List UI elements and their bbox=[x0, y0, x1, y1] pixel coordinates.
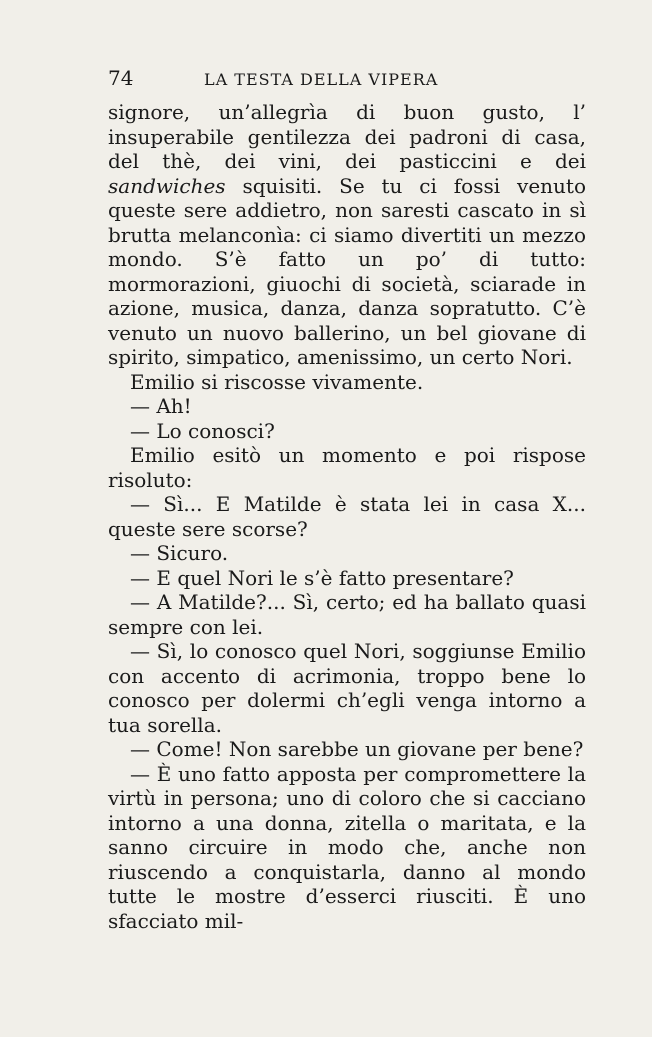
italic-word: sandwiches bbox=[108, 173, 226, 198]
dialogue-line: — A Matilde?... Sì, certo; ed ha ballato quasi sempre con lei. bbox=[108, 590, 586, 639]
paragraph: Emilio si riscosse vivamente. bbox=[130, 369, 424, 394]
page-header bbox=[108, 66, 586, 90]
paragraph: Emilio esitò un momento e poi rispose risoluto: bbox=[108, 443, 586, 492]
dialogue-line: — Come! Non sarebbe un giovane per bene? bbox=[130, 737, 584, 761]
paragraph: signore, un’allegrìa di buon gusto, l’ insuperabile gentilezza dei padroni di casa, del thè, dei vini, dei pasticcini e dei sandwiches squisiti. Se tu ci fossi venuto queste sere addietro, non saresti cascato in sì brutta melanconìa: ci siamo divertiti un mezzo mondo. S’è fatto un po’ di tutto: mormorazioni, giuochi di società, sciarade in azione, musica, danza, danza sopratutto. C’è venuto un nuovo ballerino, un bel giovane di spirito, simpatico, amenissimo, un certo Nori. bbox=[108, 100, 586, 369]
dialogue-line: — E quel Nori le s’è fatto presentare? bbox=[130, 565, 514, 590]
running-title: LA TESTA DELLA VIPERA bbox=[204, 70, 439, 89]
dialogue-line: — Sì... E Matilde è stata lei in casa X... queste sere scorse? bbox=[108, 492, 586, 541]
dialogue-line: — Sicuro. bbox=[130, 541, 229, 565]
dialogue-line: — Ah! bbox=[130, 394, 192, 418]
page-number: 74 bbox=[108, 66, 134, 90]
dialogue-line: — Sì, lo conosco quel Nori, soggiunse Emilio con accento di acrimonia, troppo bene lo conosco per dolermi ch’egli venga intorno a tua sorella. bbox=[108, 639, 586, 737]
body-text bbox=[108, 100, 586, 933]
dialogue-line: — Lo conosci? bbox=[130, 418, 275, 443]
dialogue-line: — È uno fatto apposta per compromettere la virtù in persona; uno di coloro che si cacciano intorno a una donna, zitella o maritata, e la sanno circuire in modo che, anche non riuscendo a conquistarla, danno al mondo tutte le mostre d’esserci riusciti. È uno sfacciato mil- bbox=[108, 761, 586, 933]
